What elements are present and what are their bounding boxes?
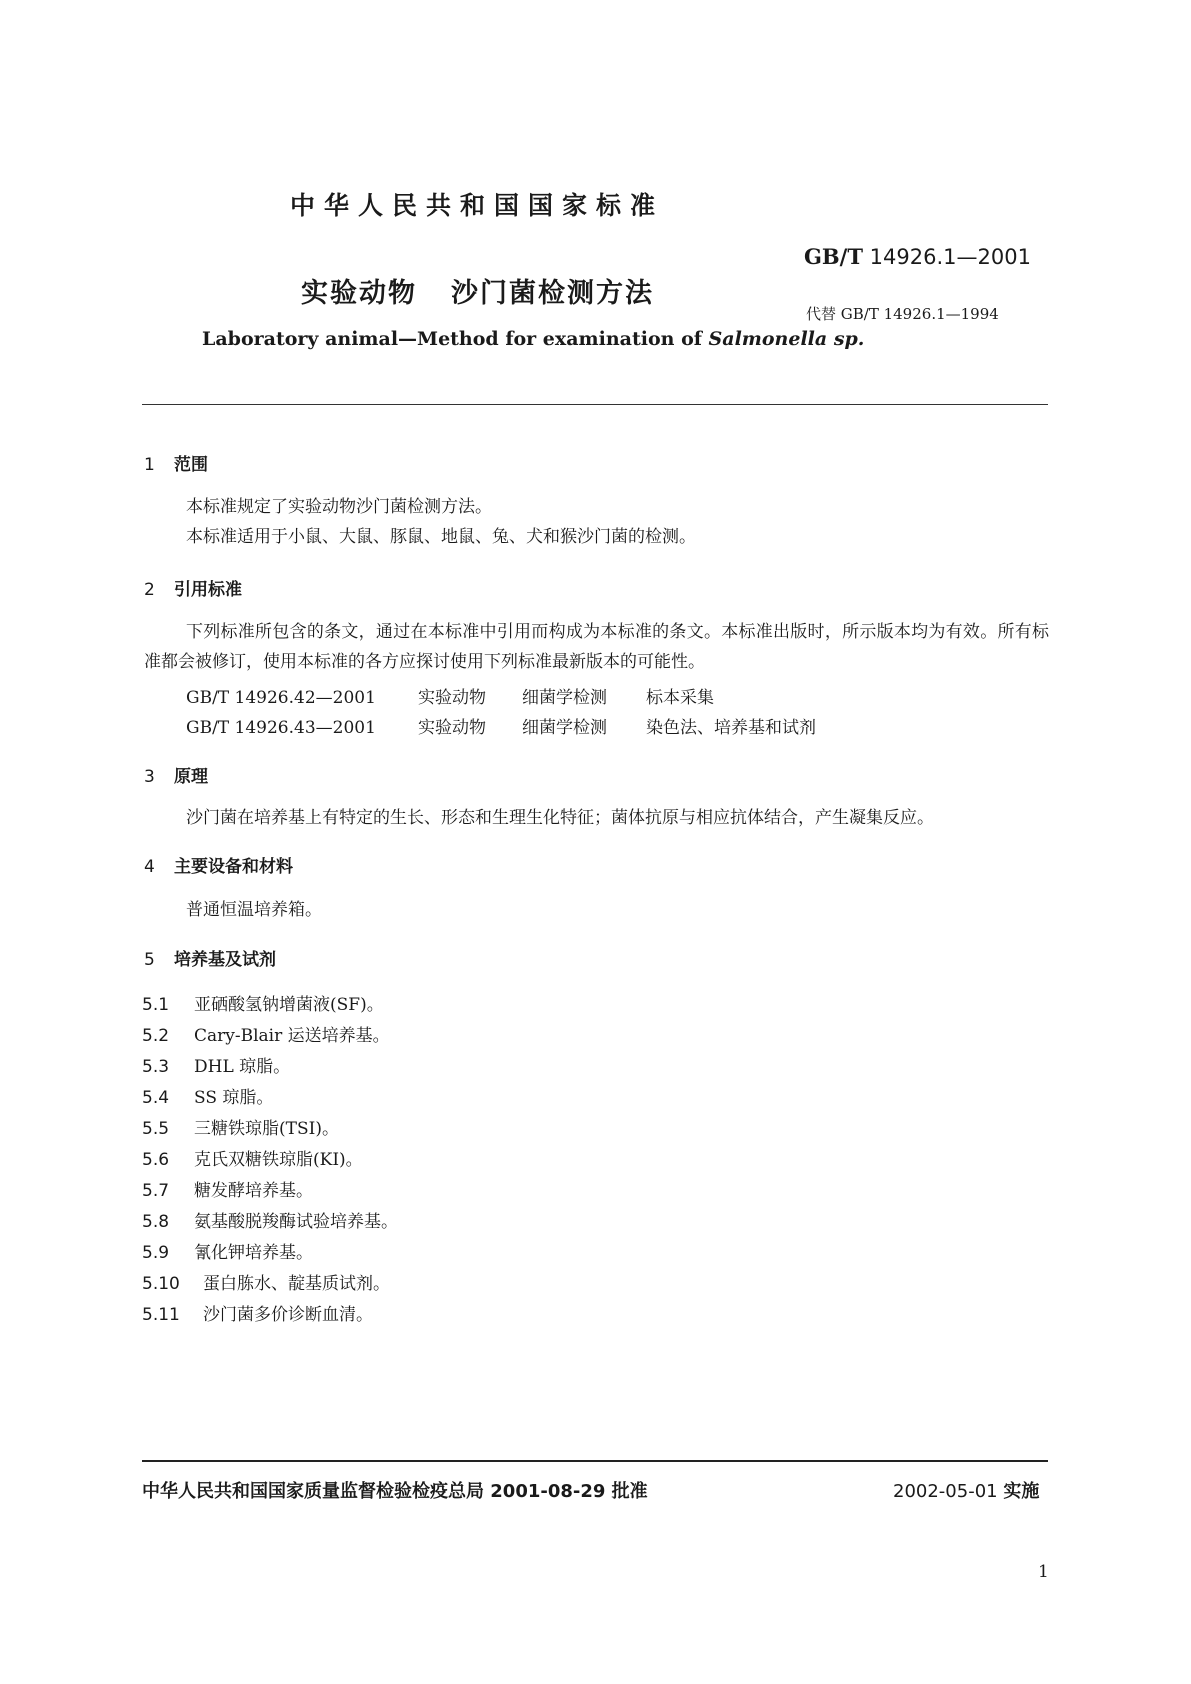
list-item [142,1207,398,1232]
item-number: 5.4 [142,1088,170,1108]
list-item [142,1269,390,1294]
section-4-heading [144,852,293,877]
item-text: DHL 琼脂。 [194,1057,291,1077]
item-number: 5.6 [142,1150,170,1170]
document-title-en-italic: Salmonella sp. [708,328,865,350]
section-title: 引用标准 [174,580,242,600]
section-title: 主要设备和材料 [174,857,293,877]
list-item [142,1052,290,1077]
list-item [142,1176,313,1201]
document-title-cn-part2: 沙门菌检测方法 [451,278,654,309]
section-number: 1 [144,455,155,475]
item-number: 5.1 [142,995,170,1015]
reference-name: 染色法、培养基和试剂 [646,718,816,738]
section-3-heading [144,762,208,787]
item-text: 氰化钾培养基。 [194,1243,313,1263]
header-divider [142,404,1048,405]
section-3-paragraph-1: 沙门菌在培养基上有特定的生长、形态和生理生化特征；菌体抗原与相应抗体结合，产生凝集反应。 [186,808,934,828]
item-text: 亚硒酸氢钠增菌液(SF)。 [194,995,384,1015]
item-number: 5.5 [142,1119,170,1139]
section-1-paragraph-2: 本标准适用于小鼠、大鼠、豚鼠、地鼠、兔、犬和猴沙门菌的检测。 [186,527,696,547]
list-item [142,1083,273,1108]
approval-statement: 中华人民共和国国家质量监督检验检疫总局 2001-08-29 批准 [142,1481,648,1502]
standard-code-number: 14926.1—2001 [862,245,1031,269]
reference-name: 标本采集 [646,688,714,708]
section-1-paragraph-1: 本标准规定了实验动物沙门菌检测方法。 [186,497,492,517]
item-text: 克氏双糖铁琼脂(KI)。 [194,1150,363,1170]
section-number: 5 [144,950,155,970]
item-text: 蛋白胨水、靛基质试剂。 [203,1274,390,1294]
list-item [142,1021,390,1046]
standard-code-prefix: GB/T [804,244,863,269]
page-number: 1 [1038,1562,1049,1582]
reference-row [186,713,816,738]
reference-row [186,683,714,708]
section-2-heading [144,575,242,600]
section-2-paragraph-1: 下列标准所包含的条文，通过在本标准中引用而构成为本标准的条文。本标准出版时，所示版本均为有效。所有标准都会被修订，使用本标准的各方应探讨使用下列标准最新版本的可能性。 [144,622,1049,672]
item-number: 5.3 [142,1057,170,1077]
document-title-en-text: Laboratory animal—Method for examination of [202,328,709,350]
item-text: 氨基酸脱羧酶试验培养基。 [194,1212,398,1232]
list-item [142,1114,339,1139]
reference-code: GB/T 14926.43—2001 [186,718,376,738]
effective-statement [893,1477,1039,1503]
document-title-cn-part1: 实验动物 [301,278,417,309]
item-number: 5.8 [142,1212,170,1232]
item-number: 5.9 [142,1243,170,1263]
item-text: 三糖铁琼脂(TSI)。 [194,1119,339,1139]
item-text: Cary-Blair 运送培养基。 [194,1026,390,1046]
section-title: 范围 [174,455,208,475]
replaces-standard: 代替 GB/T 14926.1—1994 [806,305,999,323]
list-item [142,990,384,1015]
section-title: 原理 [174,767,208,787]
section-number: 4 [144,857,155,877]
section-title: 培养基及试剂 [174,950,276,970]
item-number: 5.11 [142,1305,180,1325]
document-title-en [202,328,864,350]
item-number: 5.2 [142,1026,170,1046]
reference-subcategory: 细菌学检测 [522,688,607,708]
item-number: 5.10 [142,1274,180,1294]
list-item [142,1238,313,1263]
list-item [142,1300,373,1325]
reference-category: 实验动物 [418,688,486,708]
standard-code [804,244,1031,269]
reference-subcategory: 细菌学检测 [522,718,607,738]
document-title-cn [301,271,654,310]
item-text: SS 琼脂。 [194,1088,274,1108]
reference-category: 实验动物 [418,718,486,738]
item-text: 沙门菌多价诊断血清。 [203,1305,373,1325]
item-text: 糖发酵培养基。 [194,1181,313,1201]
list-item [142,1145,363,1170]
footer-divider [142,1460,1048,1462]
national-standard-heading: 中华人民共和国国家标准 [290,191,665,220]
section-number: 2 [144,580,155,600]
section-4-paragraph-1: 普通恒温培养箱。 [186,900,322,920]
section-5-heading [144,945,276,970]
section-number: 3 [144,767,155,787]
item-number: 5.7 [142,1181,170,1201]
reference-code: GB/T 14926.42—2001 [186,688,376,708]
effective-label: 实施 [1003,1481,1040,1502]
effective-date: 2002-05-01 [893,1481,998,1502]
section-1-heading [144,450,208,475]
